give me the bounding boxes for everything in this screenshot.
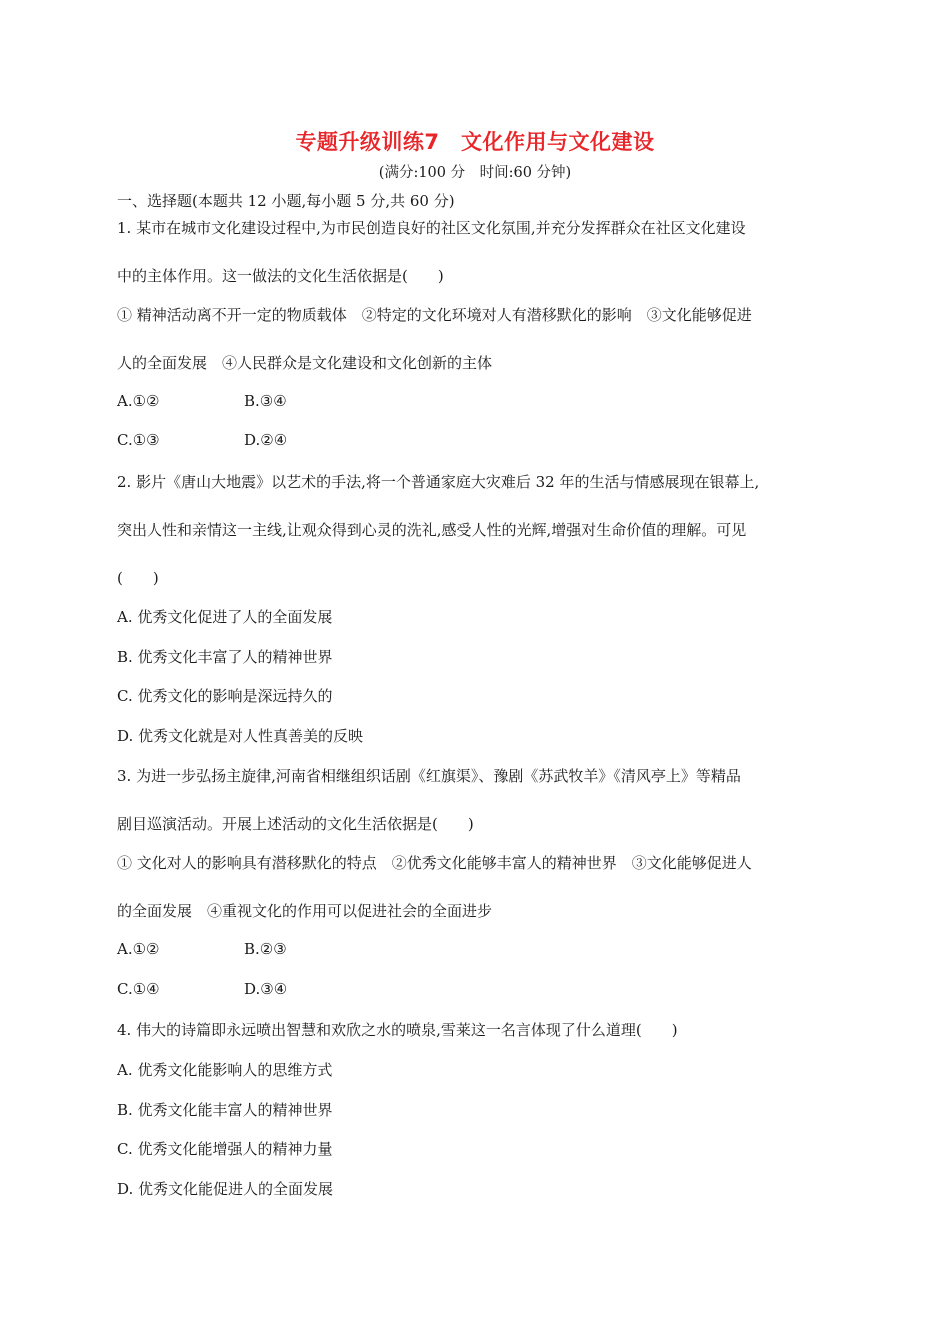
q3-stem-line2: 剧目巡演活动。开展上述活动的文化生活依据是( ) [117, 815, 474, 833]
q4-option-b: B. 优秀文化能丰富人的精神世界 [117, 1101, 333, 1119]
q1-stem-line1: 1. 某市在城市文化建设过程中,为市民创造良好的社区文化氛围,并充分发挥群众在社区文化建设 [117, 219, 746, 237]
page-title: 专题升级训练7 文化作用与文化建设 [295, 130, 655, 154]
q3-option-b: B.②③ [244, 940, 287, 958]
q3-option-d: D.③④ [244, 980, 288, 998]
q3-stem-line1: 3. 为进一步弘扬主旋律,河南省相继组织话剧《红旗渠》、豫剧《苏武牧羊》《清风亭上》等精品 [117, 767, 741, 785]
q2-option-a: A. 优秀文化促进了人的全面发展 [117, 608, 333, 626]
section-heading: 一、选择题(本题共 12 小题,每小题 5 分,共 60 分) [117, 192, 455, 210]
q1-stem-line2: 中的主体作用。这一做法的文化生活依据是( ) [117, 267, 444, 285]
q3-option-a: A.①② [117, 940, 160, 958]
q2-stem-line3: ( ) [117, 569, 159, 587]
q1-option-a: A.①② [117, 392, 160, 410]
q1-statements-line1: ① 精神活动离不开一定的物质载体 ②特定的文化环境对人有潜移默化的影响 ③文化能够促进 [117, 306, 752, 324]
q4-option-a: A. 优秀文化能影响人的思维方式 [117, 1061, 333, 1079]
q1-option-b: B.③④ [244, 392, 287, 410]
q3-statements-line1: ① 文化对人的影响具有潜移默化的特点 ②优秀文化能够丰富人的精神世界 ③文化能够促进人 [117, 854, 752, 872]
q2-option-c: C. 优秀文化的影响是深远持久的 [117, 687, 333, 705]
q2-stem-line1: 2. 影片《唐山大地震》以艺术的手法,将一个普通家庭大灾难后 32 年的生活与情感展现在银幕上, [117, 473, 760, 491]
q1-statements-line2: 人的全面发展 ④人民群众是文化建设和文化创新的主体 [117, 354, 493, 372]
q4-stem-line1: 4. 伟大的诗篇即永远喷出智慧和欢欣之水的喷泉,雪莱这一名言体现了什么道理( ) [117, 1021, 678, 1039]
page-subtitle: (满分:100 分 时间:60 分钟) [378, 165, 572, 181]
q3-statements-line2: 的全面发展 ④重视文化的作用可以促进社会的全面进步 [117, 902, 493, 920]
q4-option-c: C. 优秀文化能增强人的精神力量 [117, 1140, 333, 1158]
q2-option-b: B. 优秀文化丰富了人的精神世界 [117, 648, 333, 666]
q2-stem-line2: 突出人性和亲情这一主线,让观众得到心灵的洗礼,感受人性的光辉,增强对生命价值的理解。可见 [117, 521, 747, 539]
q2-option-d: D. 优秀文化就是对人性真善美的反映 [117, 727, 364, 745]
q1-option-d: D.②④ [244, 431, 288, 449]
q1-option-c: C.①③ [117, 431, 160, 449]
q4-option-d: D. 优秀文化能促进人的全面发展 [117, 1180, 334, 1198]
q3-option-c: C.①④ [117, 980, 160, 998]
